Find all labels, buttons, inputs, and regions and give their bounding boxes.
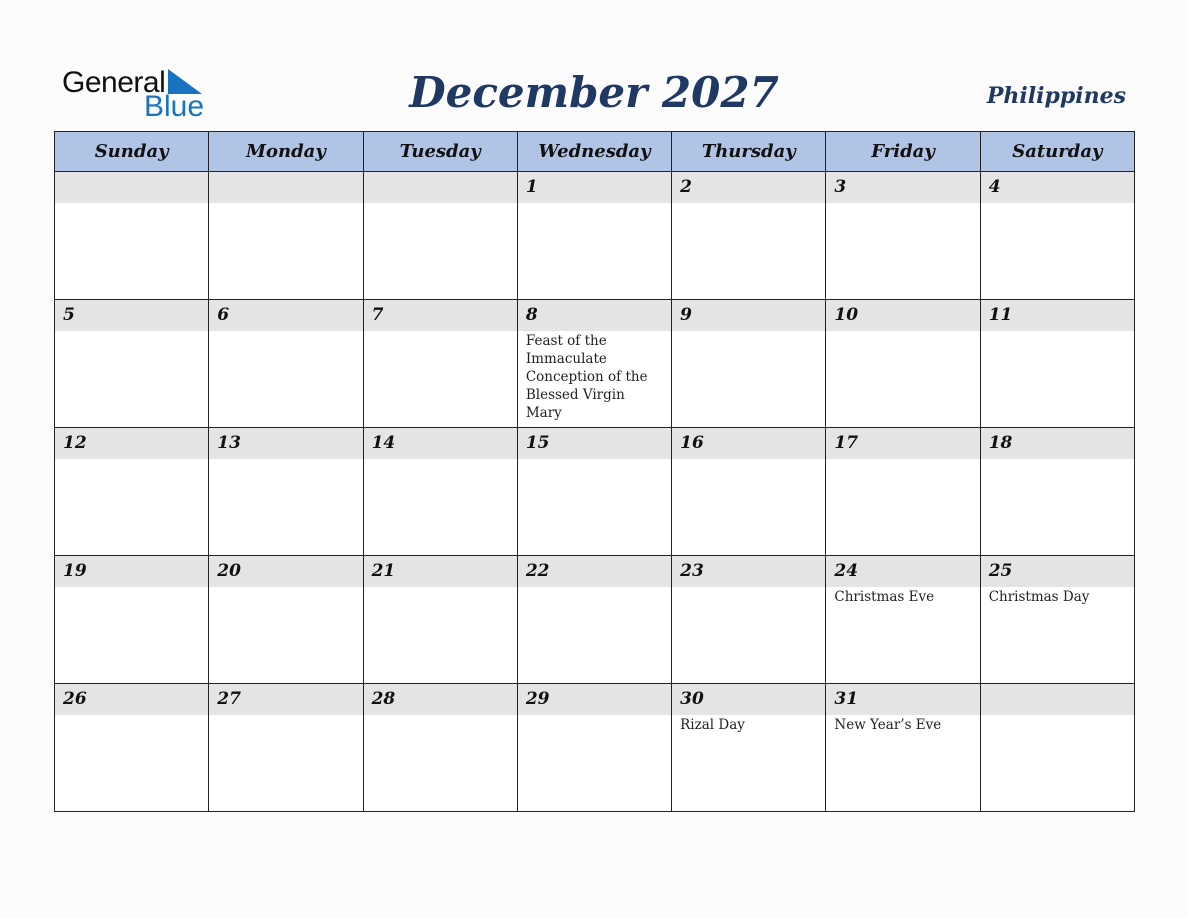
day-cell[interactable] — [363, 428, 517, 556]
day-cell[interactable] — [672, 556, 826, 684]
day-cell[interactable] — [517, 684, 671, 812]
day-number: 27 — [209, 684, 362, 715]
day-cell[interactable] — [672, 300, 826, 428]
day-cell[interactable] — [55, 300, 209, 428]
day-number: 20 — [209, 556, 362, 587]
logo-word-general: General — [62, 66, 166, 99]
day-cell[interactable] — [209, 172, 363, 300]
day-number: 26 — [55, 684, 208, 715]
day-cell[interactable] — [363, 172, 517, 300]
day-cell[interactable] — [826, 684, 980, 812]
day-number: 2 — [672, 172, 825, 203]
day-number: 23 — [672, 556, 825, 587]
day-number: 13 — [209, 428, 362, 459]
day-number: 22 — [518, 556, 671, 587]
weekday-monday: Monday — [209, 132, 363, 172]
day-number — [55, 172, 208, 203]
country-label: Philippines — [986, 83, 1126, 109]
day-number: 6 — [209, 300, 362, 331]
day-cell[interactable] — [55, 684, 209, 812]
day-cell[interactable] — [980, 428, 1134, 556]
day-number: 24 — [826, 556, 979, 587]
day-number: 30 — [672, 684, 825, 715]
day-cell[interactable] — [209, 428, 363, 556]
day-cell[interactable] — [980, 300, 1134, 428]
day-number: 10 — [826, 300, 979, 331]
weekday-thursday: Thursday — [672, 132, 826, 172]
day-number: 4 — [981, 172, 1134, 203]
week-row — [55, 684, 1135, 812]
day-cell[interactable] — [826, 172, 980, 300]
day-cell[interactable] — [363, 684, 517, 812]
holiday-label: Feast of the Immaculate Conception of the Blessed Virgin Mary — [525, 333, 648, 421]
day-cell[interactable] — [209, 300, 363, 428]
day-cell[interactable] — [55, 172, 209, 300]
day-cell[interactable] — [980, 172, 1134, 300]
day-number: 28 — [364, 684, 517, 715]
day-cell[interactable] — [672, 172, 826, 300]
day-cell[interactable] — [826, 428, 980, 556]
day-cell[interactable] — [209, 684, 363, 812]
day-number: 21 — [364, 556, 517, 587]
day-cell[interactable] — [826, 556, 980, 684]
day-number: 1 — [518, 172, 671, 203]
day-number: 7 — [364, 300, 517, 331]
day-cell[interactable] — [980, 684, 1134, 812]
holiday-label: Rizal Day — [680, 717, 745, 733]
day-number — [364, 172, 517, 203]
day-cell[interactable] — [517, 556, 671, 684]
week-row — [55, 428, 1135, 556]
day-number: 16 — [672, 428, 825, 459]
day-number: 29 — [518, 684, 671, 715]
weekday-sunday: Sunday — [55, 132, 209, 172]
day-cell[interactable] — [517, 428, 671, 556]
day-number: 12 — [55, 428, 208, 459]
day-cell[interactable] — [980, 556, 1134, 684]
day-number: 15 — [518, 428, 671, 459]
day-cell[interactable] — [672, 684, 826, 812]
day-number: 5 — [55, 300, 208, 331]
day-number: 3 — [826, 172, 979, 203]
day-cell[interactable] — [363, 556, 517, 684]
week-row — [55, 556, 1135, 684]
day-cell[interactable] — [209, 556, 363, 684]
day-number: 17 — [826, 428, 979, 459]
holiday-label: New Year’s Eve — [834, 717, 942, 733]
day-number: 9 — [672, 300, 825, 331]
day-cell[interactable] — [672, 428, 826, 556]
weekday-friday: Friday — [826, 132, 980, 172]
weekday-saturday: Saturday — [980, 132, 1134, 172]
holiday-label: Christmas Eve — [834, 589, 935, 605]
day-cell[interactable] — [826, 300, 980, 428]
calendar-title: December 2027 — [409, 68, 779, 117]
day-cell[interactable] — [55, 428, 209, 556]
day-number: 14 — [364, 428, 517, 459]
week-row — [55, 300, 1135, 428]
day-cell[interactable] — [363, 300, 517, 428]
holiday-label: Christmas Day — [988, 589, 1090, 605]
logo-word-blue: Blue — [144, 90, 205, 123]
day-number — [209, 172, 362, 203]
day-number — [981, 684, 1134, 715]
weekday-wednesday: Wednesday — [517, 132, 671, 172]
day-number: 11 — [981, 300, 1134, 331]
day-number: 18 — [981, 428, 1134, 459]
day-number: 25 — [981, 556, 1134, 587]
weekday-header-row — [55, 132, 1135, 172]
weekday-tuesday: Tuesday — [363, 132, 517, 172]
day-number: 31 — [826, 684, 979, 715]
day-cell[interactable] — [55, 556, 209, 684]
day-number: 19 — [55, 556, 208, 587]
day-number: 8 — [518, 300, 671, 331]
day-cell[interactable] — [517, 172, 671, 300]
day-cell[interactable] — [517, 300, 671, 428]
calendar-grid — [54, 131, 1135, 812]
week-row — [55, 172, 1135, 300]
